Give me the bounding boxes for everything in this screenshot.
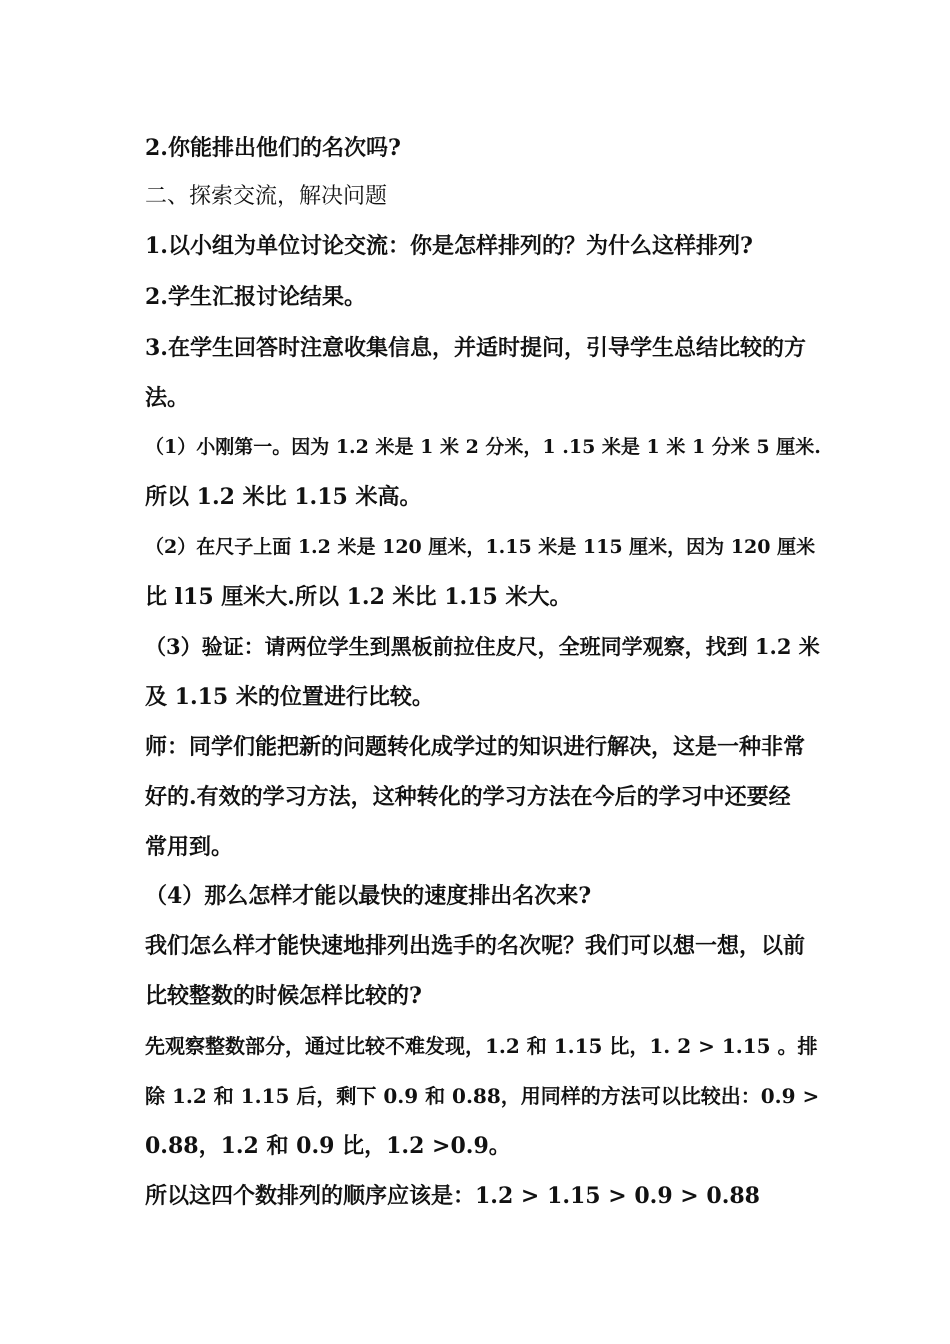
text-line: 及 1.15 米的位置进行比较。 — [145, 684, 434, 710]
text-line: （3）验证：请两位学生到黑板前拉住皮尺，全班同学观察，找到 1.2 米 — [145, 634, 820, 659]
text-line: 法。 — [145, 385, 190, 411]
text-line: 2.学生汇报讨论结果。 — [145, 284, 366, 310]
section-heading: 二、探索交流，解决问题 — [145, 184, 388, 209]
text-line: 我们怎么样才能快速地排列出选手的名次呢？我们可以想一想，以前 — [145, 933, 806, 959]
text-line: （1）小刚第一。因为 1.2 米是 1 米 2 分米，1 .15 米是 1 米 1 分米 5 厘米. — [145, 436, 821, 458]
text-line: 2.你能排出他们的名次吗? — [145, 135, 401, 161]
text-line: 除 1.2 和 1.15 后，剩下 0.9 和 0.88，用同样的方法可以比较出：0.9 > — [145, 1084, 820, 1108]
text-line: 常用到。 — [145, 834, 234, 860]
text-line: 比 l15 厘米大.所以 1.2 米比 1.15 米大。 — [145, 584, 572, 610]
text-line: 好的.有效的学习方法，这种转化的学习方法在今后的学习中还要经 — [145, 784, 791, 810]
text-line: 所以这四个数排列的顺序应该是：1.2 > 1.15 > 0.9 > 0.88 — [145, 1183, 760, 1209]
text-line: 所以 1.2 米比 1.15 米高。 — [145, 484, 422, 510]
text-line: 先观察整数部分，通过比较不难发现，1.2 和 1.15 比，1. 2 > 1.15 。排 — [145, 1034, 818, 1058]
text-line: （2）在尺子上面 1.2 米是 120 厘米，1.15 米是 115 厘米，因为 120 厘米 — [145, 536, 816, 558]
text-line: （4）那么怎样才能以最快的速度排出名次来? — [145, 883, 592, 909]
text-line: 1.以小组为单位讨论交流：你是怎样排列的？为什么这样排列? — [145, 233, 753, 259]
text-line: 3.在学生回答时注意收集信息，并适时提问，引导学生总结比较的方 — [145, 335, 806, 361]
text-line: 0.88，1.2 和 0.9 比，1.2 >0.9。 — [145, 1133, 511, 1159]
text-line: 比较整数的时候怎样比较的? — [145, 983, 422, 1009]
text-line: 师：同学们能把新的问题转化成学过的知识进行解决，这是一种非常 — [145, 734, 806, 760]
